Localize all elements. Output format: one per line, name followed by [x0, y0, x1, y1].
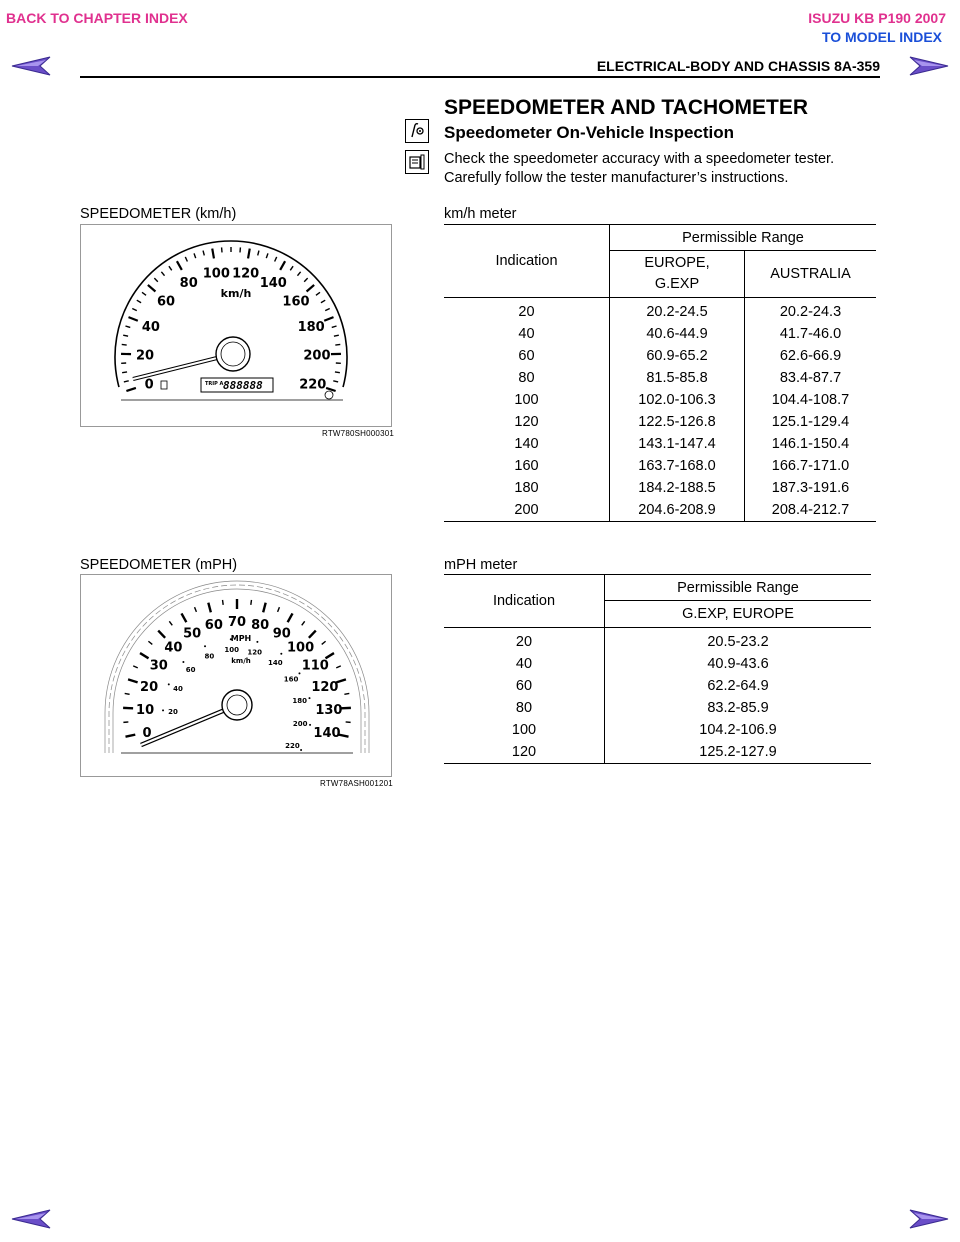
- odometer-value: 888888: [223, 379, 263, 392]
- table-cell: 104.4-108.7: [771, 392, 850, 408]
- table-row: [444, 389, 876, 411]
- col-region: G.EXP, EUROPE: [682, 606, 794, 622]
- header-rule: [80, 76, 880, 78]
- col-europe: [610, 251, 745, 298]
- gauge-label-mph: 140: [313, 726, 341, 742]
- gauge-label: 220: [299, 377, 327, 393]
- kmh-speedometer-figure: [80, 224, 392, 427]
- to-model-index-link[interactable]: TO MODEL INDEX: [821, 29, 942, 45]
- table-row: [444, 697, 871, 719]
- table-cell: 40.9-43.6: [707, 656, 769, 672]
- section-body: [444, 150, 884, 188]
- col-europe-line: G.EXP: [654, 276, 700, 292]
- gauge-dot: [204, 645, 206, 647]
- gauge-label: 100: [202, 266, 230, 282]
- gauge-dot: [309, 724, 311, 726]
- gauge-label-mph: 0: [142, 726, 152, 742]
- gauge-label-kmh: 80: [204, 652, 215, 661]
- gauge-tick: [185, 257, 187, 262]
- gauge-label-kmh: 20: [168, 707, 178, 716]
- gauge-tick: [133, 666, 138, 668]
- gauge-tick: [321, 300, 325, 303]
- gauge-tick: [122, 344, 127, 345]
- gauge-label-mph: 20: [140, 679, 159, 695]
- table-row: [444, 433, 876, 455]
- table-cell: 125.2-127.9: [699, 744, 777, 760]
- gauge-tick: [161, 272, 164, 276]
- gauge-tick: [128, 317, 137, 321]
- gauge-tick: [194, 253, 196, 258]
- gauge-tick: [324, 317, 333, 321]
- table-row: [444, 298, 876, 324]
- gauge-tick: [325, 308, 329, 310]
- table-cell: 20.5-23.2: [707, 634, 769, 650]
- table-row: [444, 499, 876, 522]
- gauge-label: 0: [144, 377, 154, 393]
- gauge-tick: [158, 631, 165, 638]
- table-cell: 60: [444, 345, 610, 367]
- gauge-label-kmh: 40: [173, 685, 183, 694]
- body-line: Check the speedometer accuracy with a speedometer tester.: [444, 151, 835, 167]
- table-row: [444, 719, 871, 741]
- mph-speedometer-figure: [80, 574, 392, 777]
- section-title: SPEEDOMETER AND TACHOMETER: [444, 96, 809, 119]
- section-subtitle: Speedometer On-Vehicle Inspection: [444, 123, 735, 142]
- gauge-tick: [326, 388, 336, 391]
- gauge-unit-kmh: km/h: [231, 657, 251, 665]
- gauge-tick: [335, 372, 340, 373]
- gauge-tick: [125, 326, 130, 327]
- gauge-label-kmh: 160: [283, 675, 299, 684]
- gauge-tick: [137, 300, 141, 303]
- table-row: [444, 741, 871, 764]
- needle-hub-inner: [227, 695, 247, 715]
- table-cell: 40: [444, 323, 610, 345]
- gauge-label: 40: [141, 319, 160, 335]
- table-cell: 208.4-212.7: [771, 502, 850, 518]
- gauge-label: 60: [156, 294, 176, 310]
- gauge-tick: [123, 335, 128, 336]
- col-permissible-range: Permissible Range: [610, 225, 877, 251]
- mph-table: [444, 574, 871, 764]
- table-row: [444, 367, 876, 389]
- gauge-tick: [332, 326, 337, 327]
- gauge-label-mph: 90: [272, 626, 291, 642]
- table-cell: 166.7-171.0: [771, 458, 850, 474]
- gauge-tick: [212, 249, 214, 259]
- gauge-dot: [168, 683, 170, 685]
- back-to-chapter-index-link[interactable]: BACK TO CHAPTER INDEX: [6, 10, 188, 26]
- gauge-tick: [148, 641, 152, 644]
- gauge-label-kmh: 140: [268, 658, 283, 667]
- needle-hub-inner: [221, 342, 245, 366]
- gauge-tick: [208, 603, 211, 613]
- gauge-label: 200: [303, 348, 331, 364]
- col-indication: Indication: [444, 225, 610, 298]
- table-cell: 120: [444, 411, 610, 433]
- table-cell: 62.6-66.9: [779, 348, 842, 364]
- table-row: [444, 628, 871, 654]
- gauge-tick: [278, 607, 280, 612]
- kmh-figure-code: RTW780SH000301: [322, 429, 395, 438]
- col-australia: AUSTRALIA: [770, 266, 851, 282]
- gauge-unit: km/h: [220, 287, 252, 300]
- kmh-table-title: km/h meter: [444, 206, 517, 222]
- table-cell: 163.7-168.0: [610, 455, 745, 477]
- gauge-label: 80: [179, 276, 198, 292]
- table-cell: 20.2-24.3: [779, 304, 842, 320]
- gauge-tick: [132, 308, 136, 310]
- gauge-label: 180: [297, 319, 325, 335]
- gauge-tick: [248, 249, 250, 259]
- table-cell: 187.3-191.6: [771, 480, 850, 496]
- trip-label: TRIP A: [205, 381, 224, 387]
- gauge-tick: [140, 653, 149, 658]
- mph-figure-code: RTW78ASH001201: [320, 779, 393, 788]
- table-cell: 60.9-65.2: [610, 345, 745, 367]
- gauge-tick: [335, 344, 340, 345]
- inspect-icon: [405, 119, 429, 143]
- mph-figure-caption: SPEEDOMETER (mPH): [80, 557, 238, 573]
- table-cell: 100: [444, 719, 605, 741]
- gauge-tick: [336, 666, 341, 668]
- gauge-tick: [297, 272, 300, 276]
- gauge-label-mph: 40: [164, 640, 183, 656]
- gauge-label-mph: 60: [204, 617, 223, 633]
- gauge-tick: [148, 285, 156, 292]
- mph-gauge: [81, 575, 391, 776]
- gauge-tick: [334, 335, 339, 336]
- table-row: [444, 411, 876, 433]
- gauge-label-mph: 100: [287, 640, 315, 656]
- gauge-tick: [125, 735, 135, 737]
- gauge-dot: [256, 641, 258, 643]
- table-cell: 20: [444, 298, 610, 324]
- gauge-label-mph: 50: [183, 626, 202, 642]
- table-cell: 143.1-147.4: [610, 433, 745, 455]
- gauge-label-kmh: 60: [185, 665, 196, 674]
- table-cell: 200: [444, 499, 610, 522]
- gauge-tick: [154, 278, 157, 282]
- gauge-tick: [177, 261, 182, 270]
- gauge-label-kmh: 120: [247, 648, 262, 657]
- table-cell: 41.7-46.0: [779, 326, 842, 342]
- table-cell: 60: [444, 675, 605, 697]
- gauge-tick: [128, 679, 138, 682]
- gauge-label-mph: 120: [311, 679, 339, 695]
- reset-knob-icon: [325, 391, 333, 399]
- gauge-dot: [280, 653, 282, 655]
- gauge-label-mph: 130: [315, 702, 343, 718]
- gauge-tick: [125, 693, 130, 694]
- kmh-table: [444, 224, 876, 522]
- gauge-tick: [290, 266, 293, 270]
- col-permissible-range: Permissible Range: [605, 575, 872, 601]
- table-cell: 102.0-106.3: [610, 389, 745, 411]
- gauge-tick: [122, 372, 127, 373]
- tool-tester-icon: [405, 150, 429, 174]
- gauge-tick: [302, 621, 305, 625]
- table-cell: 104.2-106.9: [699, 722, 777, 738]
- gauge-label: 20: [135, 348, 155, 364]
- table-cell: 80: [444, 367, 610, 389]
- table-cell: 40.6-44.9: [610, 323, 745, 345]
- table-cell: 184.2-188.5: [610, 477, 745, 499]
- gauge-unit-mph: MPH: [230, 634, 252, 643]
- table-row: [444, 345, 876, 367]
- gauge-tick: [203, 251, 204, 256]
- table-cell: 62.2-64.9: [707, 678, 769, 694]
- arrow-right-icon[interactable]: [908, 1208, 950, 1230]
- table-row: [444, 653, 871, 675]
- kmh-figure-caption: SPEEDOMETER (km/h): [80, 206, 237, 222]
- arrow-left-icon[interactable]: [10, 55, 52, 77]
- gauge-tick: [223, 600, 224, 605]
- gauge-tick: [275, 257, 277, 262]
- gauge-tick: [169, 266, 172, 270]
- gauge-tick: [266, 253, 268, 258]
- gauge-label: 140: [259, 276, 287, 292]
- gauge-label: 120: [232, 266, 260, 282]
- gauge-dot: [308, 697, 310, 699]
- gauge-tick: [263, 603, 266, 613]
- gauge-tick: [307, 285, 315, 292]
- arrow-right-icon[interactable]: [908, 55, 950, 77]
- table-cell: 83.4-87.7: [779, 370, 842, 386]
- table-cell: 20: [444, 628, 605, 654]
- table-cell: 146.1-150.4: [771, 436, 850, 452]
- gauge-tick: [304, 278, 307, 282]
- gauge-tick: [258, 251, 259, 256]
- gauge-tick: [181, 613, 186, 622]
- gauge-label-kmh: 200: [292, 720, 308, 729]
- gauge-dot: [162, 709, 164, 711]
- gauge-label-mph: 110: [301, 658, 329, 674]
- gauge-label-mph: 30: [149, 658, 168, 674]
- gauge-tick: [195, 607, 197, 612]
- gauge-tick: [124, 381, 129, 382]
- table-cell: 140: [444, 433, 610, 455]
- gauge-tick: [316, 292, 320, 295]
- gauge-tick: [288, 613, 293, 622]
- gauge-dot: [300, 749, 302, 751]
- gauge-label-mph: 10: [136, 702, 155, 718]
- table-cell: 81.5-85.8: [610, 367, 745, 389]
- table-cell: 100: [444, 389, 610, 411]
- gauge-tick: [280, 261, 285, 270]
- gauge-tick: [251, 600, 252, 605]
- table-cell: 20.2-24.5: [610, 298, 745, 324]
- table-row: [444, 477, 876, 499]
- page-header: ELECTRICAL-BODY AND CHASSIS 8A-359: [596, 58, 880, 74]
- table-cell: 160: [444, 455, 610, 477]
- model-title-link[interactable]: ISUZU KB P190 2007: [808, 10, 946, 26]
- arrow-left-icon[interactable]: [10, 1208, 52, 1230]
- gauge-label-mph: 80: [251, 617, 270, 633]
- gauge-dot: [298, 672, 300, 674]
- table-cell: 180: [444, 477, 610, 499]
- table-cell: 40: [444, 653, 605, 675]
- gauge-label-mph: 70: [227, 615, 247, 630]
- table-cell: 120: [444, 741, 605, 764]
- mph-table-title: mPH meter: [444, 557, 518, 573]
- table-cell: 204.6-208.9: [610, 499, 745, 522]
- table-row: [444, 323, 876, 345]
- gauge-tick: [333, 381, 338, 382]
- kmh-gauge: [81, 225, 391, 426]
- table-cell: 83.2-85.9: [707, 700, 769, 716]
- table-row: [444, 455, 876, 477]
- gauge-tick: [142, 292, 146, 295]
- gauge-tick: [126, 388, 136, 391]
- table-cell: 80: [444, 697, 605, 719]
- gauge-label: 160: [282, 294, 310, 310]
- gauge-tick: [169, 621, 172, 625]
- gauge-tick: [322, 641, 326, 644]
- col-europe-line: EUROPE,: [644, 255, 710, 271]
- gauge-tick: [309, 631, 316, 638]
- table-cell: 125.1-129.4: [771, 414, 850, 430]
- gauge-tick: [325, 653, 334, 658]
- table-row: [444, 675, 871, 697]
- table-cell: 122.5-126.8: [610, 411, 745, 433]
- fuel-icon: [161, 381, 167, 389]
- gauge-label-kmh: 180: [292, 697, 308, 706]
- gauge-tick: [344, 693, 349, 694]
- col-indication: Indication: [444, 575, 605, 628]
- gauge-dot: [182, 661, 184, 663]
- gauge-label-kmh: 100: [224, 646, 239, 655]
- gauge-label-kmh: 220: [285, 742, 300, 750]
- body-line: Carefully follow the tester manufacturer’s instructions.: [444, 170, 789, 186]
